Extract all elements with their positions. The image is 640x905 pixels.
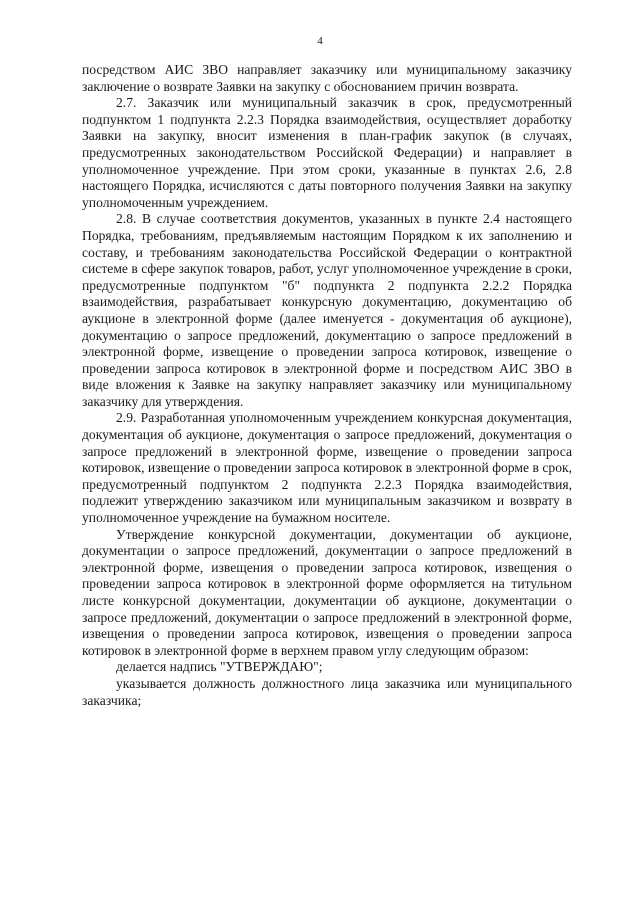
paragraph-continuation: посредством АИС ЗВО направляет заказчику или муниципальному заказчику заключение о возврате Заявки на закупку с обоснованием причин возврата.: [82, 62, 572, 94]
paragraph-approval-position: указывается должность должностного лица заказчика или муниципального заказчика;: [82, 675, 572, 708]
page-number: 4: [317, 35, 323, 47]
paragraph-approval: Утверждение конкурсной документации, документации об аукционе, документации о запросе предложений, документации о запросе предложений в электронной форме, извещения о проведении запроса котировок, извещения о проведении запроса котировок в электронной форме оформляется на титульном листе конкурсной документации, документации об аукционе, документации о запросе предложений, документации о запросе предложений в электронной форме, извещения о проведении запроса котировок, извещения о проведении запроса котировок в электронной форме в верхнем правом углу следующим образом:: [82, 526, 572, 658]
paragraph-approval-inscription: делается надпись "УТВЕРЖДАЮ";: [116, 659, 323, 675]
paragraph-2-9: 2.9. Разработанная уполномоченным учреждением конкурсная документация, документация об аукционе, документация о запросе предложений, документация о запросе предложений в электронной форме, извещение о проведении запроса котировок, извещение о проведении запроса котировок в электронной форме в срок, предусмотренный подпунктом 2 подпункта 2.2.3 Порядка взаимодействия, подлежит утверждению заказчиком или муниципальным заказчиком и возврату в уполномоченное учреждение на бумажном носителе.: [82, 410, 572, 526]
paragraph-2-8: 2.8. В случае соответствия документов, указанных в пункте 2.4 настоящего Порядка, требованиям, предъявляемым настоящим Порядком к их заполнению и составу, и требованиям законодательства Российской Федерации о контрактной системе в сфере закупок товаров, работ, услуг уполномоченное учреждение в сроки, предусмотренные подпунктом "б" подпункта 2 подпункта 2.2.2 Порядка взаимодействия, разрабатывает конкурсную документацию, документацию об аукционе в электронной форме (далее именуется - документация об аукционе), документацию о запросе предложений, документацию о запросе предложений в электронной форме, извещение о проведении запроса котировок, извещение о проведении запроса котировок в электронной форме и посредством АИС ЗВО в виде вложения к Заявке на закупку направляет заказчику или муниципальному заказчику для утверждения.: [82, 211, 572, 409]
document-body: [82, 62, 572, 709]
paragraph-2-7: 2.7. Заказчик или муниципальный заказчик в срок, предусмотренный подпунктом 1 подпункта 2.2.3 Порядка взаимодействия, осуществляет доработку Заявки на закупку, вносит изменения в план-график закупок (в случаях, предусмотренных законодательством Российской Федерации) и направляет в уполномоченное учреждение. При этом сроки, указанные в пунктах 2.6, 2.8 настоящего Порядка, исчисляются с даты повторного получения Заявки на закупку уполномоченным учреждением.: [82, 95, 572, 210]
